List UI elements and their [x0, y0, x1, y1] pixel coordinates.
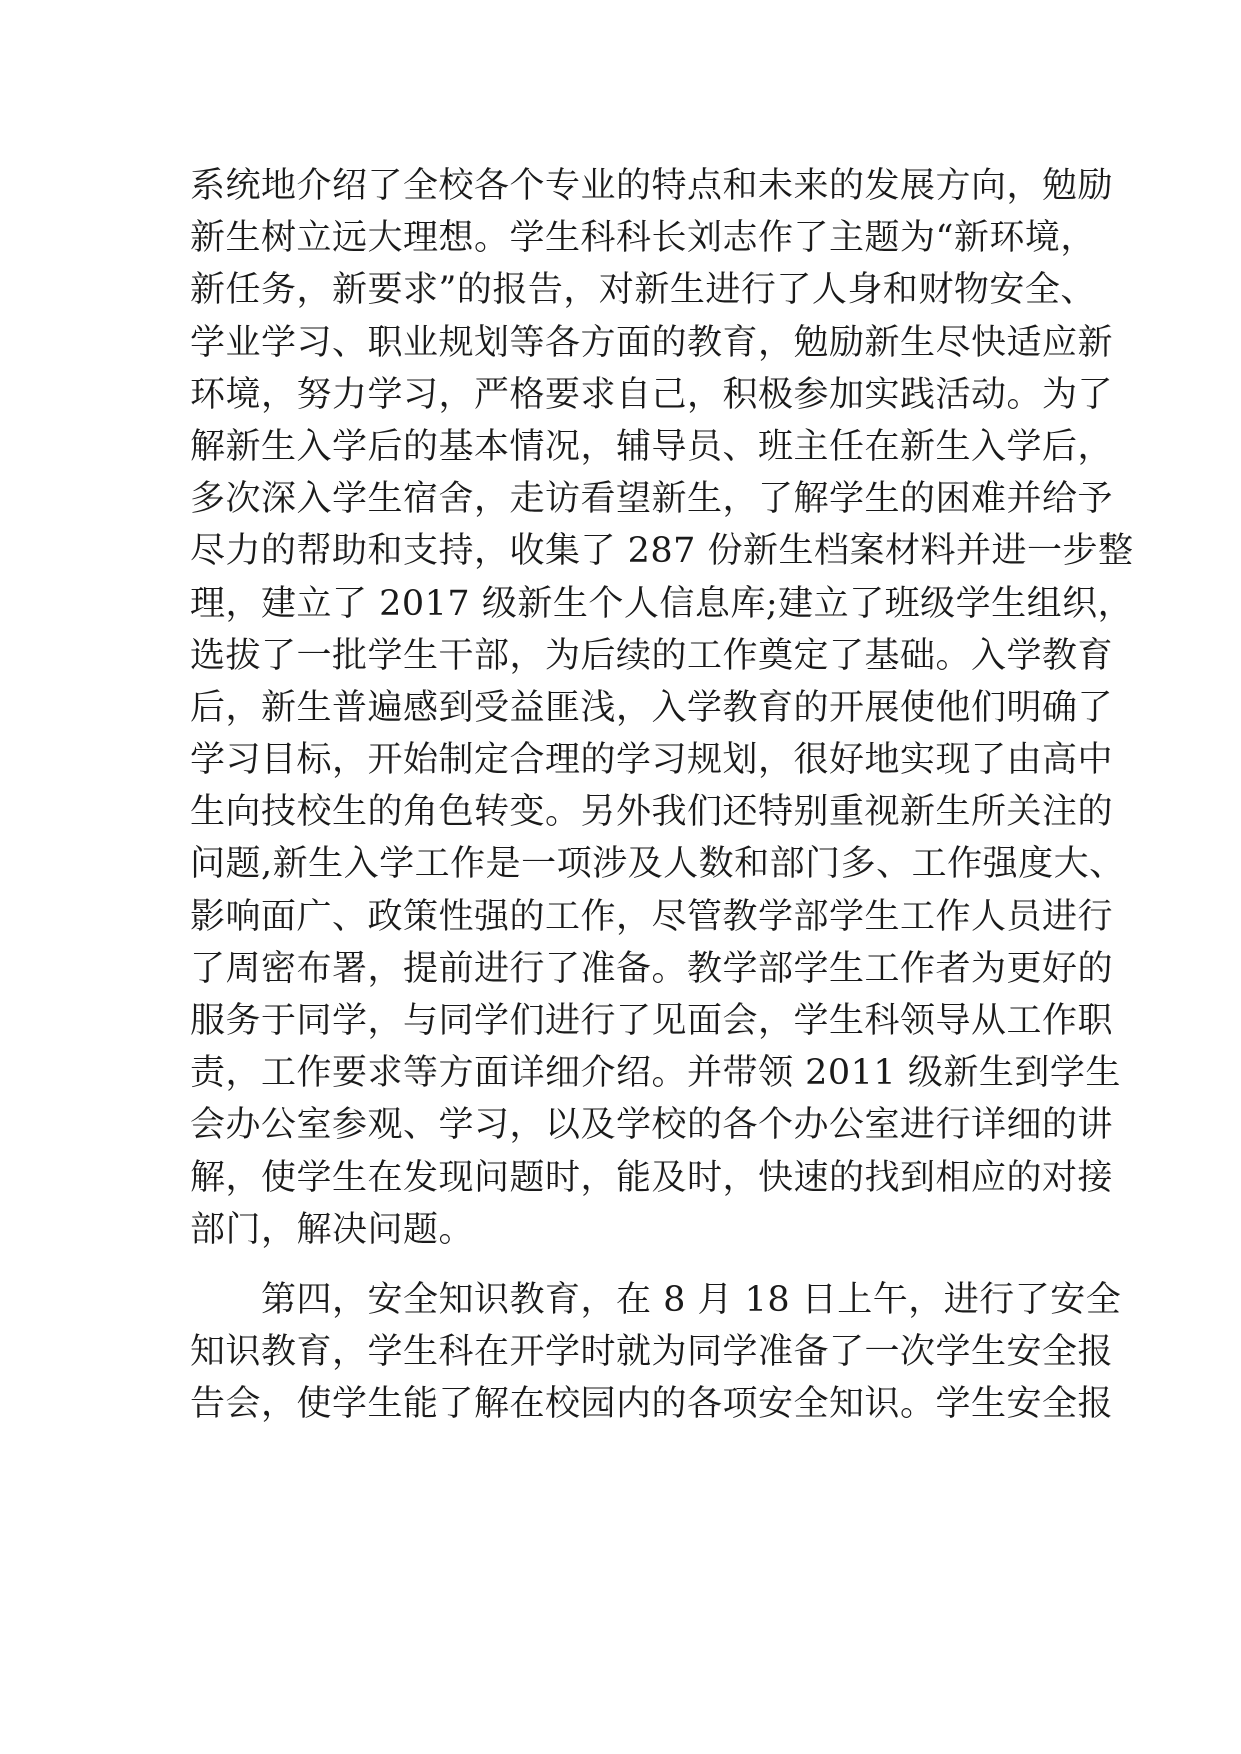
text-line: 理，建立了 2017 级新生个人信息库;建立了班级学生组织，: [190, 583, 1134, 624]
text-line: 解新生入学后的基本情况，辅导员、班主任在新生入学后，: [190, 426, 1114, 467]
text-line: 后，新生普遍感到受益匪浅，入学教育的开展使他们明确了: [190, 687, 1114, 728]
text-line: 选拔了一批学生干部，为后续的工作奠定了基础。入学教育: [190, 635, 1114, 676]
text-line: 责，工作要求等方面详细介绍。并带领 2011 级新生到学生: [190, 1053, 1121, 1094]
text-line: 解，使学生在发现问题时，能及时，快速的找到相应的对接: [190, 1157, 1114, 1198]
paragraph-orientation: [190, 160, 1134, 1256]
text-line: 系统地介绍了全校各个专业的特点和未来的发展方向，勉励: [190, 166, 1114, 206]
paragraph-safety-education: [190, 1274, 1122, 1431]
paragraph-spacing: [190, 1256, 1070, 1274]
text-line: 了周密布署，提前进行了准备。教学部学生工作者为更好的: [190, 948, 1114, 989]
text-line: 会办公室参观、学习，以及学校的各个办公室进行详细的讲: [190, 1105, 1114, 1146]
text-line: 告会，使学生能了解在校园内的各项安全知识。学生安全报: [190, 1384, 1114, 1425]
text-line: 第四，安全知识教育，在 8 月 18 日上午，进行了安全: [190, 1279, 1122, 1320]
text-line: 新生树立远大理想。学生科科长刘志作了主题为“新环境，: [190, 218, 1096, 259]
text-line: 环境，努力学习，严格要求自己，积极参加实践活动。为了: [190, 374, 1114, 415]
text-line: 新任务，新要求”的报告，对新生进行了人身和财物安全、: [190, 270, 1096, 311]
text-line: 学业学习、职业规划等各方面的教育，勉励新生尽快适应新: [190, 322, 1114, 363]
text-line: 问题,新生入学工作是一项涉及人数和部门多、工作强度大、: [190, 844, 1125, 885]
text-line: 服务于同学，与同学们进行了见面会，学生科领导从工作职: [190, 1001, 1114, 1041]
text-line: 尽力的帮助和支持，收集了 287 份新生档案材料并进一步整: [190, 531, 1134, 572]
text-line: 部门，解决问题。: [190, 1209, 475, 1250]
text-line: 多次深入学生宿舍，走访看望新生，了解学生的困难并给予: [190, 479, 1114, 520]
text-line: 学习目标，开始制定合理的学习规划，很好地实现了由高中: [190, 740, 1114, 781]
text-line: 知识教育，学生科在开学时就为同学准备了一次学生安全报: [190, 1332, 1114, 1373]
body-text: [190, 160, 1134, 1431]
text-line: 影响面广、政策性强的工作，尽管教学部学生工作人员进行: [190, 896, 1114, 937]
text-line: 生向技校生的角色转变。另外我们还特别重视新生所关注的: [190, 792, 1114, 833]
